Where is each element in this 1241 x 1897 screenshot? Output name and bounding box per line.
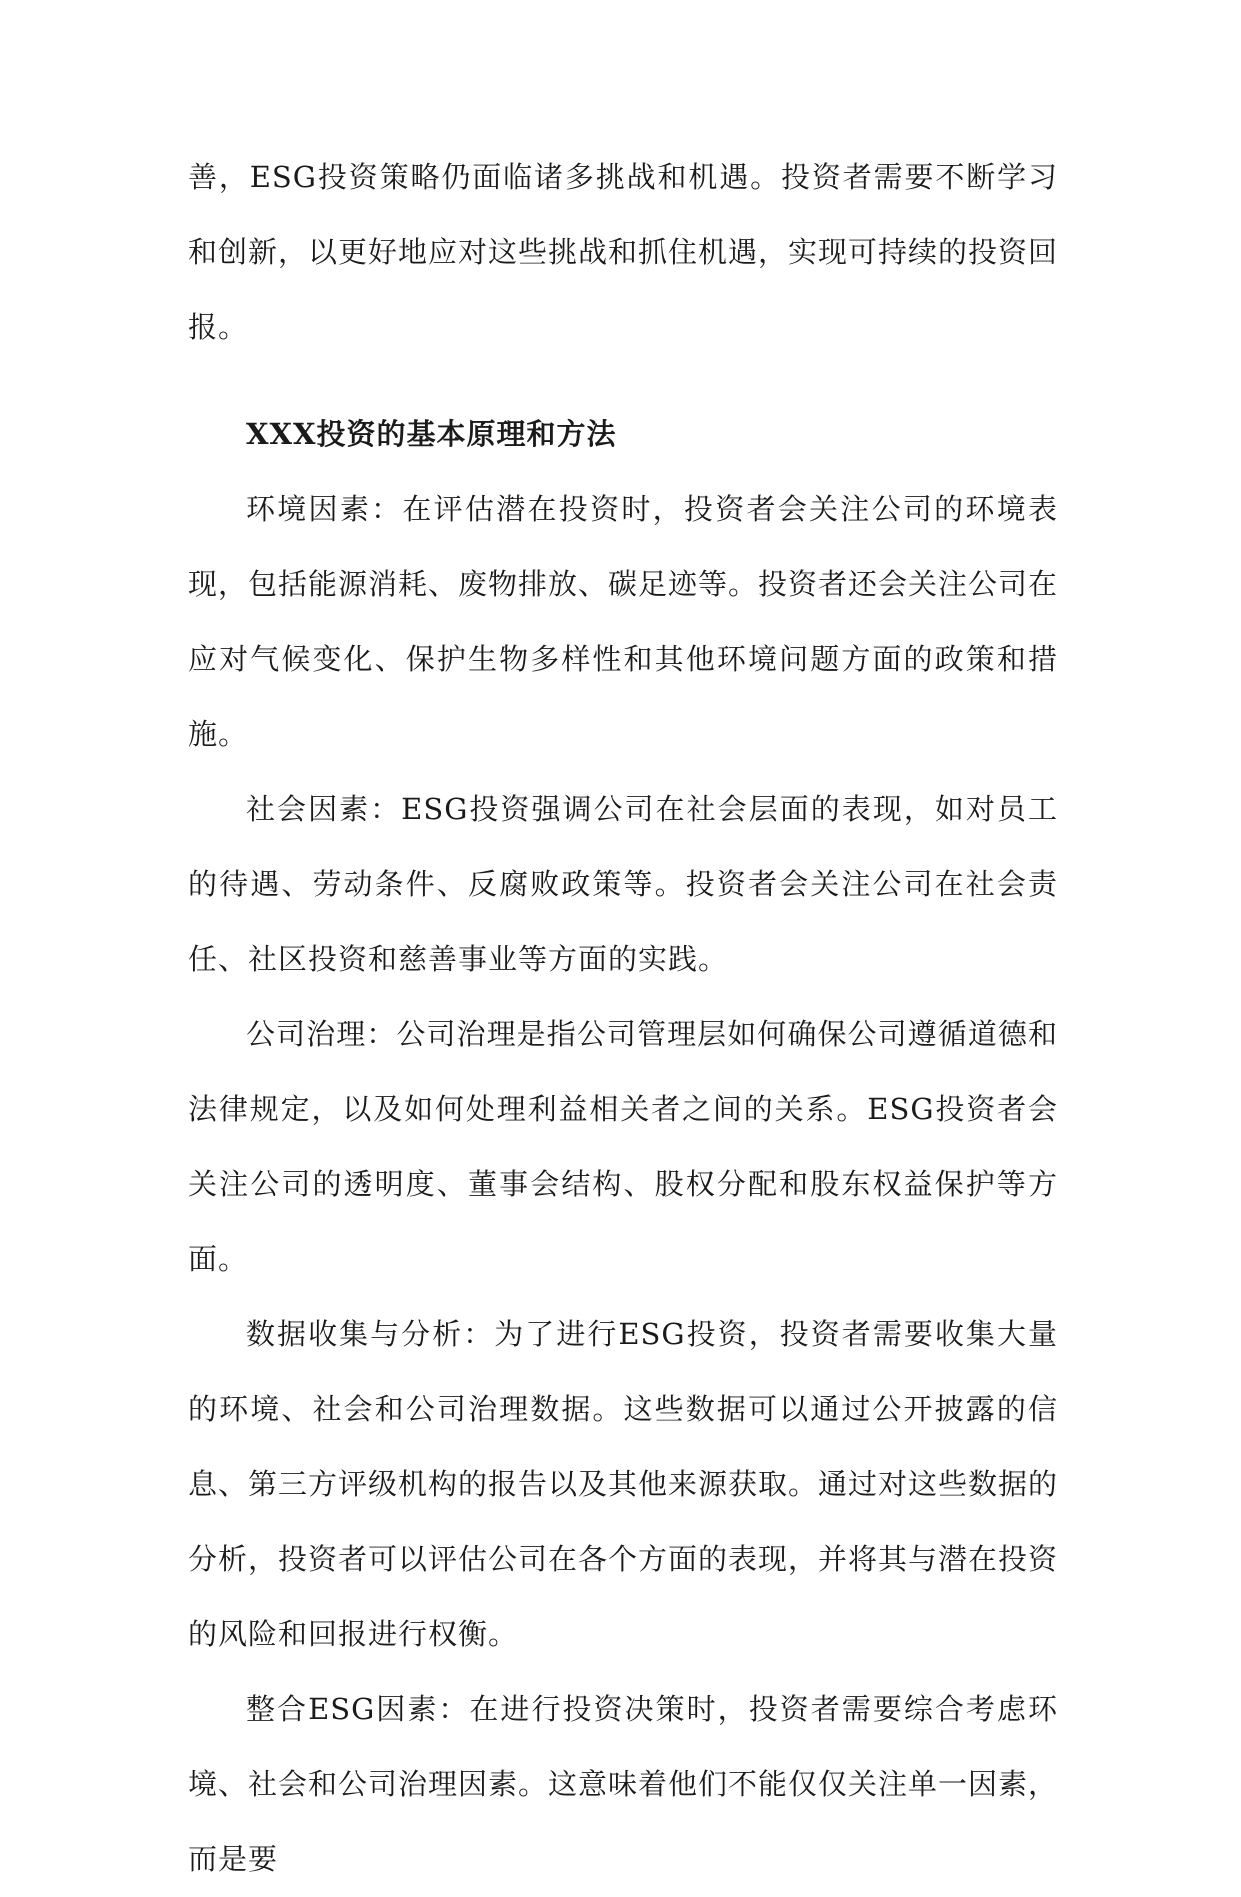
- continuation-paragraph: 善，ESG投资策略仍面临诸多挑战和机遇。投资者需要不断学习和创新，以更好地应对这些挑战和抓住机遇，实现可持续的投资回报。: [188, 160, 1059, 344]
- paragraph-governance: 公司治理：公司治理是指公司管理层如何确保公司遵循道德和法律规定，以及如何处理利益相关者之间的关系。ESG投资者会关注公司的透明度、董事会结构、股权分配和股东权益保护等方面。: [188, 1017, 1058, 1276]
- paragraph-data-analysis: 数据收集与分析：为了进行ESG投资，投资者需要收集大量的环境、社会和公司治理数据。这些数据可以通过公开披露的信息、第三方评级机构的报告以及其他来源获取。通过对这些数据的分析，投资者可以评估公司在各个方面的表现，并将其与潜在投资的风险和回报进行权衡。: [188, 1317, 1059, 1651]
- document-page: [188, 140, 1058, 1897]
- paragraph-environment: 环境因素：在评估潜在投资时，投资者会关注公司的环境表现，包括能源消耗、废物排放、碳足迹等。投资者还会关注公司在应对气候变化、保护生物多样性和其他环境问题方面的政策和措施。: [188, 492, 1059, 751]
- paragraph-social: 社会因素：ESG投资强调公司在社会层面的表现，如对员工的待遇、劳动条件、反腐败政策等。投资者会关注公司在社会责任、社区投资和慈善事业等方面的实践。: [188, 792, 1058, 976]
- paragraph-integration: 整合ESG因素：在进行投资决策时，投资者需要综合考虑环境、社会和公司治理因素。这意味着他们不能仅仅关注单一因素，而是要: [188, 1692, 1059, 1876]
- section-heading: XXX投资的基本原理和方法: [246, 417, 617, 451]
